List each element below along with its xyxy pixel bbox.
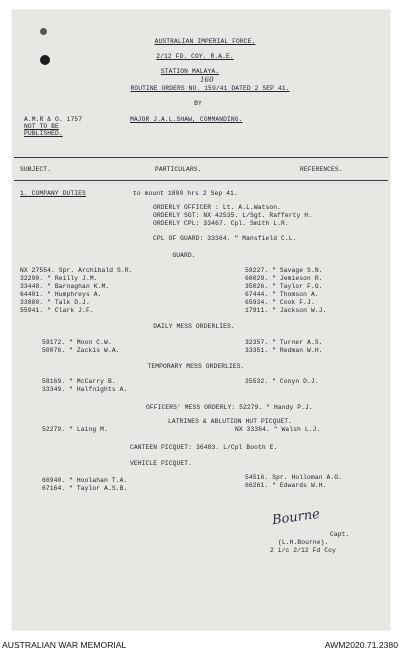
guard-left-3: 33448. " Barnaghan K.M. xyxy=(20,283,110,290)
daily-mess-right-1: 32357. " Turner A.S. xyxy=(245,339,323,346)
handwritten-order-number: 160 xyxy=(200,76,214,84)
guard-left-1: NX 27554. Spr. Archibald S.R. xyxy=(20,267,133,274)
daily-mess-right-2: 33351. " Redman W.H. xyxy=(245,347,323,354)
by-line: BY xyxy=(194,100,202,107)
daily-mess-heading: DAILY MESS ORDERLIES. xyxy=(153,323,235,330)
guard-right-6: 17911. " Jackson W.J. xyxy=(245,307,327,314)
column-references: REFERENCES. xyxy=(300,166,343,173)
signature-name: (L.H.Bourne). xyxy=(278,539,329,546)
footer-collection: AUSTRALIAN WAR MEMORIAL xyxy=(2,640,127,650)
daily-mess-left-1: 59172. " Moon C.W. xyxy=(42,339,112,346)
reference-not-published-2: PUBLISHED. xyxy=(24,130,63,137)
column-particulars: PARTICULARS. xyxy=(155,166,202,173)
column-header-bottom-rule xyxy=(14,180,388,181)
guard-right-5: 65934. " Cook F.J. xyxy=(245,299,315,306)
vehicle-right-2: 66261. " Edwards W.H. xyxy=(245,482,327,489)
cpl-of-guard: CPL OF GUARD: 33364. " Mansfield C.L. xyxy=(153,235,297,242)
header-line-2: 2/12 FD. COY. R.A.E. xyxy=(156,53,234,60)
officers-mess-orderly: OFFICERS' MESS ORDERLY: 52279. " Handy P.J. xyxy=(146,404,313,411)
column-header-top-rule xyxy=(14,157,388,158)
guard-left-2: 32290. " Reilly J.M. xyxy=(20,275,98,282)
guard-right-4: 67444. " Thomson A. xyxy=(245,291,319,298)
canteen-picquet: CANTEEN PICQUET: 36483. L/Cpl Booth E. xyxy=(130,444,278,451)
routine-orders-line: ROUTINE ORDERS NO. 159/41 DATED 2 SEP 41. xyxy=(130,85,290,92)
header-line-3: STATION MALAYA. xyxy=(160,68,220,75)
orderly-cpl: ORDERLY CPL: 33467. Cpl. Smith L.R. xyxy=(153,220,289,227)
handwritten-signature: Bourne xyxy=(271,506,321,529)
orderly-officer: ORDERLY OFFICER : Lt. A.L.Watson. xyxy=(153,204,281,211)
latrines-heading: LATRINES & ABLUTION HUT PICQUET. xyxy=(167,418,293,425)
guard-left-4: 64401. " Humphreys A. xyxy=(20,291,102,298)
vehicle-left-1: 66940. " Hoolahan T.A. xyxy=(42,477,128,484)
footer-accession-number: AWM2020.71.2380 xyxy=(324,640,398,650)
guard-left-5: 33880. " Talk D.J. xyxy=(20,299,90,306)
latrines-right: NX 33364. " Walsh L.J. xyxy=(235,426,321,433)
guard-left-6: 55941. " Clark J.F. xyxy=(20,307,94,314)
temporary-mess-left-1: 58169. " McCarry B. xyxy=(42,378,116,385)
temporary-mess-heading: TEMPORARY MESS ORDERLIES. xyxy=(147,363,245,370)
signature-role: 2 i/c 2/12 Fd Coy xyxy=(270,547,336,554)
temporary-mess-right-1: 35532. " Conyn D.J. xyxy=(245,378,319,385)
signature-rank: Capt. xyxy=(330,531,350,538)
daily-mess-left-2: 50076. " Zackis W.A. xyxy=(42,347,120,354)
mount-time: to mount 1800 hrs 2 Sep 41. xyxy=(133,190,238,197)
vehicle-picquet-heading: VEHICLE PICQUET. xyxy=(130,460,193,467)
vehicle-left-2: 67164. " Taylor A.S.B. xyxy=(42,485,128,492)
commanding-officer: MAJOR J.A.L.SHAW, COMMANDING. xyxy=(130,116,243,123)
column-subject: SUBJECT. xyxy=(20,166,52,173)
reference-not-published-1: NOT TO BE xyxy=(24,123,59,130)
header-line-1: AUSTRALIAN IMPERIAL FORCE. xyxy=(154,38,256,45)
section-heading: 1. COMPANY DUTIES xyxy=(20,190,86,197)
reference-amr: A.M.R & O. 1757 xyxy=(24,116,83,123)
binder-hole-top xyxy=(40,28,47,35)
vehicle-right-1: 54516. Spr. Holloman A.G. xyxy=(245,474,342,481)
binder-hole-bottom xyxy=(40,55,50,65)
guard-right-2: 66029. " Jemieson R. xyxy=(245,275,323,282)
latrines-left: 52279. " Laing M. xyxy=(42,426,108,433)
guard-right-3: 35026. " Taylor F.G. xyxy=(245,283,323,290)
temporary-mess-left-2: 33349. " Halfnights A. xyxy=(42,386,128,393)
guard-right-1: 59227. " Savage S.N. xyxy=(245,267,323,274)
orderly-sgt: ORDERLY SGT: NX 42535. L/Sgt. Rafferty H. xyxy=(153,212,313,219)
guard-heading: GUARD. xyxy=(172,252,196,259)
